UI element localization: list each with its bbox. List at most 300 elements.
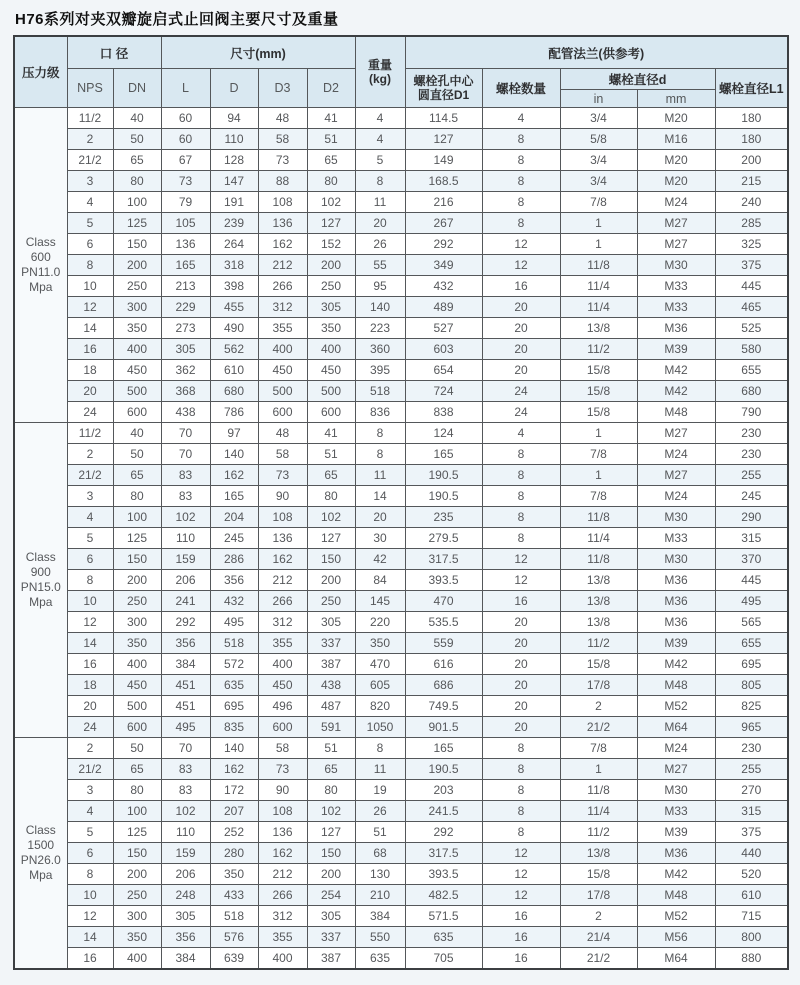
cell: 48 [258,108,307,129]
cell: 10 [67,276,113,297]
cell: 127 [405,129,482,150]
cell: 165 [405,738,482,759]
cell: 223 [355,318,405,339]
cell: M27 [637,423,715,444]
cell: 58 [258,738,307,759]
cell: 500 [113,381,161,402]
cell: 2 [67,738,113,759]
cell: 180 [715,129,788,150]
cell: 245 [715,486,788,507]
cell: 16 [482,927,560,948]
table-row [14,696,788,717]
cell: 73 [258,465,307,486]
cell: 15/8 [560,654,637,675]
cell: 2 [67,129,113,150]
header-flange: 配管法兰(供参考) [405,36,788,69]
cell: 387 [307,654,355,675]
cell: 102 [307,192,355,213]
cell: M24 [637,486,715,507]
cell: 518 [210,906,258,927]
cell: 820 [355,696,405,717]
cell: 565 [715,612,788,633]
cell: M39 [637,339,715,360]
cell: 490 [210,318,258,339]
cell: 285 [715,213,788,234]
header-dimensions: 尺寸(mm) [161,36,355,69]
cell: 84 [355,570,405,591]
cell: M36 [637,612,715,633]
cell: 350 [307,318,355,339]
cell: 20 [67,696,113,717]
cell: 786 [210,402,258,423]
cell: 836 [355,402,405,423]
cell: 80 [113,780,161,801]
cell: M48 [637,675,715,696]
table-row [14,759,788,780]
header-d1-line1: 螺栓孔中心 [413,74,474,88]
cell: 266 [258,885,307,906]
cell: 83 [161,759,210,780]
cell: 312 [258,297,307,318]
cell: 11/8 [560,780,637,801]
cell: 24 [482,381,560,402]
cell: 635 [355,948,405,970]
cell: 70 [161,423,210,444]
cell: 438 [307,675,355,696]
cell: 204 [210,507,258,528]
cell: M27 [637,213,715,234]
cell: 136 [161,234,210,255]
cell: 12 [482,234,560,255]
cell: 370 [715,549,788,570]
cell: 200 [113,255,161,276]
cell: 12 [67,612,113,633]
cell: 4 [482,423,560,444]
header-bolt-dia-in: in [560,90,637,108]
cell: M39 [637,822,715,843]
cell: 150 [307,843,355,864]
cell: M33 [637,297,715,318]
cell: 800 [715,927,788,948]
table-row [14,318,788,339]
pressure-class-cell: Class 1500 PN26.0 Mpa [14,738,67,970]
cell: 67 [161,150,210,171]
cell: 125 [113,822,161,843]
cell: 398 [210,276,258,297]
cell: 5 [67,528,113,549]
cell: 250 [113,591,161,612]
cell: 80 [307,780,355,801]
cell: 150 [307,549,355,570]
cell: 162 [210,465,258,486]
table-row [14,570,788,591]
cell: 500 [258,381,307,402]
cell: M24 [637,738,715,759]
table-header [14,36,788,108]
cell: 300 [113,906,161,927]
cell: 255 [715,465,788,486]
cell: 16 [67,948,113,970]
cell: 26 [355,801,405,822]
cell: 110 [210,129,258,150]
cell: 80 [307,486,355,507]
cell: 255 [715,759,788,780]
cell: 230 [715,423,788,444]
cell: M30 [637,780,715,801]
cell: 400 [258,654,307,675]
cell: 11/2 [67,423,113,444]
cell: 220 [355,612,405,633]
cell: 4 [67,801,113,822]
cell: 16 [482,591,560,612]
cell: 108 [258,192,307,213]
cell: 600 [113,717,161,738]
cell: 102 [161,507,210,528]
cell: 375 [715,255,788,276]
cell: 12 [67,297,113,318]
cell: 438 [161,402,210,423]
cell: 356 [161,633,210,654]
cell: 83 [161,465,210,486]
cell: 695 [715,654,788,675]
cell: 12 [482,255,560,276]
header-d1-line2: 圆直径D1 [417,88,470,102]
cell: M48 [637,885,715,906]
cell: 15/8 [560,402,637,423]
cell: 8 [67,864,113,885]
cell: 12 [67,906,113,927]
cell: 8 [482,822,560,843]
cell: 305 [307,612,355,633]
cell: 229 [161,297,210,318]
cell: 128 [210,150,258,171]
cell: 55 [355,255,405,276]
cell: 15/8 [560,864,637,885]
cell: 11 [355,759,405,780]
cell: 305 [307,906,355,927]
cell: 11/8 [560,507,637,528]
cell: 13/8 [560,591,637,612]
cell: 140 [210,738,258,759]
cell: 16 [67,654,113,675]
cell: 400 [113,339,161,360]
cell: 356 [161,927,210,948]
cell: 4 [67,192,113,213]
cell: 680 [715,381,788,402]
cell: 3 [67,171,113,192]
cell: 838 [405,402,482,423]
cell: 8 [482,507,560,528]
cell: 901.5 [405,717,482,738]
cell: 159 [161,549,210,570]
cell: 16 [482,906,560,927]
cell: M24 [637,192,715,213]
header-dn: DN [113,69,161,108]
table-row [14,843,788,864]
cell: 65 [113,150,161,171]
cell: 350 [113,633,161,654]
cell: M30 [637,549,715,570]
cell: 451 [161,675,210,696]
table-row [14,129,788,150]
cell: 83 [161,780,210,801]
cell: 241 [161,591,210,612]
table-row [14,213,788,234]
cell: 325 [715,234,788,255]
cell: 20 [482,360,560,381]
cell: 100 [113,507,161,528]
cell: M36 [637,570,715,591]
cell: 292 [405,822,482,843]
cell: 51 [307,738,355,759]
cell: 535.5 [405,612,482,633]
cell: 40 [113,423,161,444]
cell: 451 [161,696,210,717]
cell: 8 [482,486,560,507]
cell: 73 [258,150,307,171]
table-row [14,297,788,318]
cell: 90 [258,780,307,801]
cell: 4 [67,507,113,528]
cell: 8 [355,171,405,192]
cell: M56 [637,927,715,948]
header-weight [355,36,405,108]
cell: 40 [113,108,161,129]
cell: 97 [210,423,258,444]
cell: 3/4 [560,150,637,171]
cell: 705 [405,948,482,970]
cell: 24 [67,402,113,423]
cell: 5 [355,150,405,171]
cell: 639 [210,948,258,970]
cell: 393.5 [405,570,482,591]
cell: 42 [355,549,405,570]
cell: 8 [355,423,405,444]
cell: 149 [405,150,482,171]
cell: 350 [113,318,161,339]
cell: 8 [482,171,560,192]
pressure-class-cell: Class 900 PN15.0 Mpa [14,423,67,738]
cell: 159 [161,843,210,864]
cell: 318 [210,255,258,276]
cell: 362 [161,360,210,381]
cell: 58 [258,444,307,465]
cell: M27 [637,759,715,780]
cell: 5 [67,213,113,234]
cell: 317.5 [405,549,482,570]
cell: 715 [715,906,788,927]
cell: 724 [405,381,482,402]
cell: 349 [405,255,482,276]
cell: M30 [637,255,715,276]
header-bore: 口 径 [67,36,161,69]
cell: 20 [355,507,405,528]
cell: 375 [715,822,788,843]
cell: 749.5 [405,696,482,717]
cell: 600 [258,717,307,738]
cell: 50 [113,738,161,759]
cell: 250 [307,276,355,297]
cell: 525 [715,318,788,339]
cell: 19 [355,780,405,801]
cell: 8 [482,738,560,759]
cell: 6 [67,843,113,864]
cell: 110 [161,528,210,549]
cell: 7/8 [560,486,637,507]
table-row [14,654,788,675]
cell: 200 [307,255,355,276]
cell: M33 [637,801,715,822]
cell: 495 [161,717,210,738]
cell: 6 [67,234,113,255]
cell: 616 [405,654,482,675]
table-row [14,276,788,297]
cell: 1050 [355,717,405,738]
cell: 17/8 [560,885,637,906]
table-row [14,171,788,192]
cell: 65 [113,759,161,780]
cell: 11/2 [560,339,637,360]
cell: 400 [113,948,161,970]
cell: M36 [637,843,715,864]
cell: 11/2 [560,822,637,843]
cell: 880 [715,948,788,970]
cell: 191 [210,192,258,213]
cell: 10 [67,591,113,612]
cell: 235 [405,507,482,528]
header-bolt-circle-d1 [405,69,482,108]
cell: 79 [161,192,210,213]
cell: 51 [355,822,405,843]
cell: 18 [67,360,113,381]
header-d2: D2 [307,69,355,108]
cell: 200 [715,150,788,171]
cell: 200 [307,570,355,591]
cell: 20 [482,633,560,654]
cell: 8 [355,738,405,759]
cell: 147 [210,171,258,192]
cell: 8 [482,444,560,465]
cell: 3 [67,486,113,507]
cell: 24 [67,717,113,738]
cell: 603 [405,339,482,360]
cell: 465 [715,297,788,318]
cell: 393.5 [405,864,482,885]
cell: 395 [355,360,405,381]
cell: 1 [560,213,637,234]
cell: M20 [637,150,715,171]
cell: 20 [482,318,560,339]
cell: 2 [560,906,637,927]
cell: 273 [161,318,210,339]
cell: 21/2 [67,150,113,171]
table-row [14,885,788,906]
cell: 264 [210,234,258,255]
cell: 286 [210,549,258,570]
cell: 518 [355,381,405,402]
cell: M39 [637,633,715,654]
table-row [14,717,788,738]
page-title: H76系列对夹双瓣旋启式止回阀主要尺寸及重量 [15,11,339,28]
cell: 15/8 [560,381,637,402]
cell: 400 [113,654,161,675]
cell: 635 [210,675,258,696]
cell: 207 [210,801,258,822]
cell: 20 [482,612,560,633]
cell: 8 [67,255,113,276]
cell: 7/8 [560,738,637,759]
cell: 136 [258,528,307,549]
cell: 215 [715,171,788,192]
cell: 124 [405,423,482,444]
header-d: D [210,69,258,108]
cell: 11/4 [560,528,637,549]
cell: 250 [113,276,161,297]
cell: 80 [113,486,161,507]
cell: 350 [113,927,161,948]
cell: M42 [637,381,715,402]
cell: 8 [482,192,560,213]
cell: 805 [715,675,788,696]
cell: 433 [210,885,258,906]
cell: M36 [637,591,715,612]
cell: 51 [307,129,355,150]
cell: 356 [210,570,258,591]
cell: 136 [258,213,307,234]
header-bolt-l1: 螺栓直径L1 [715,69,788,108]
cell: 440 [715,843,788,864]
header-d3: D3 [258,69,307,108]
cell: 355 [258,927,307,948]
cell: 190.5 [405,465,482,486]
cell: 203 [405,780,482,801]
table-row [14,948,788,970]
cell: 58 [258,129,307,150]
cell: 654 [405,360,482,381]
cell: 162 [258,843,307,864]
cell: 11/8 [560,255,637,276]
cell: M16 [637,129,715,150]
cell: 41 [307,108,355,129]
cell: 241.5 [405,801,482,822]
cell: M52 [637,906,715,927]
cell: 210 [355,885,405,906]
cell: 562 [210,339,258,360]
cell: 450 [307,360,355,381]
cell: 254 [307,885,355,906]
cell: 290 [715,507,788,528]
cell: 145 [355,591,405,612]
cell: 162 [258,234,307,255]
cell: 108 [258,507,307,528]
cell: 550 [355,927,405,948]
table-row [14,549,788,570]
table-row [14,801,788,822]
cell: 12 [482,864,560,885]
header-weight-line1: 重量 [368,58,393,72]
cell: 21/2 [67,759,113,780]
cell: 279.5 [405,528,482,549]
cell: 495 [210,612,258,633]
cell: 965 [715,717,788,738]
table-row [14,612,788,633]
cell: 165 [210,486,258,507]
cell: M42 [637,864,715,885]
cell: 190.5 [405,486,482,507]
cell: 252 [210,822,258,843]
table-row [14,192,788,213]
cell: 270 [715,780,788,801]
